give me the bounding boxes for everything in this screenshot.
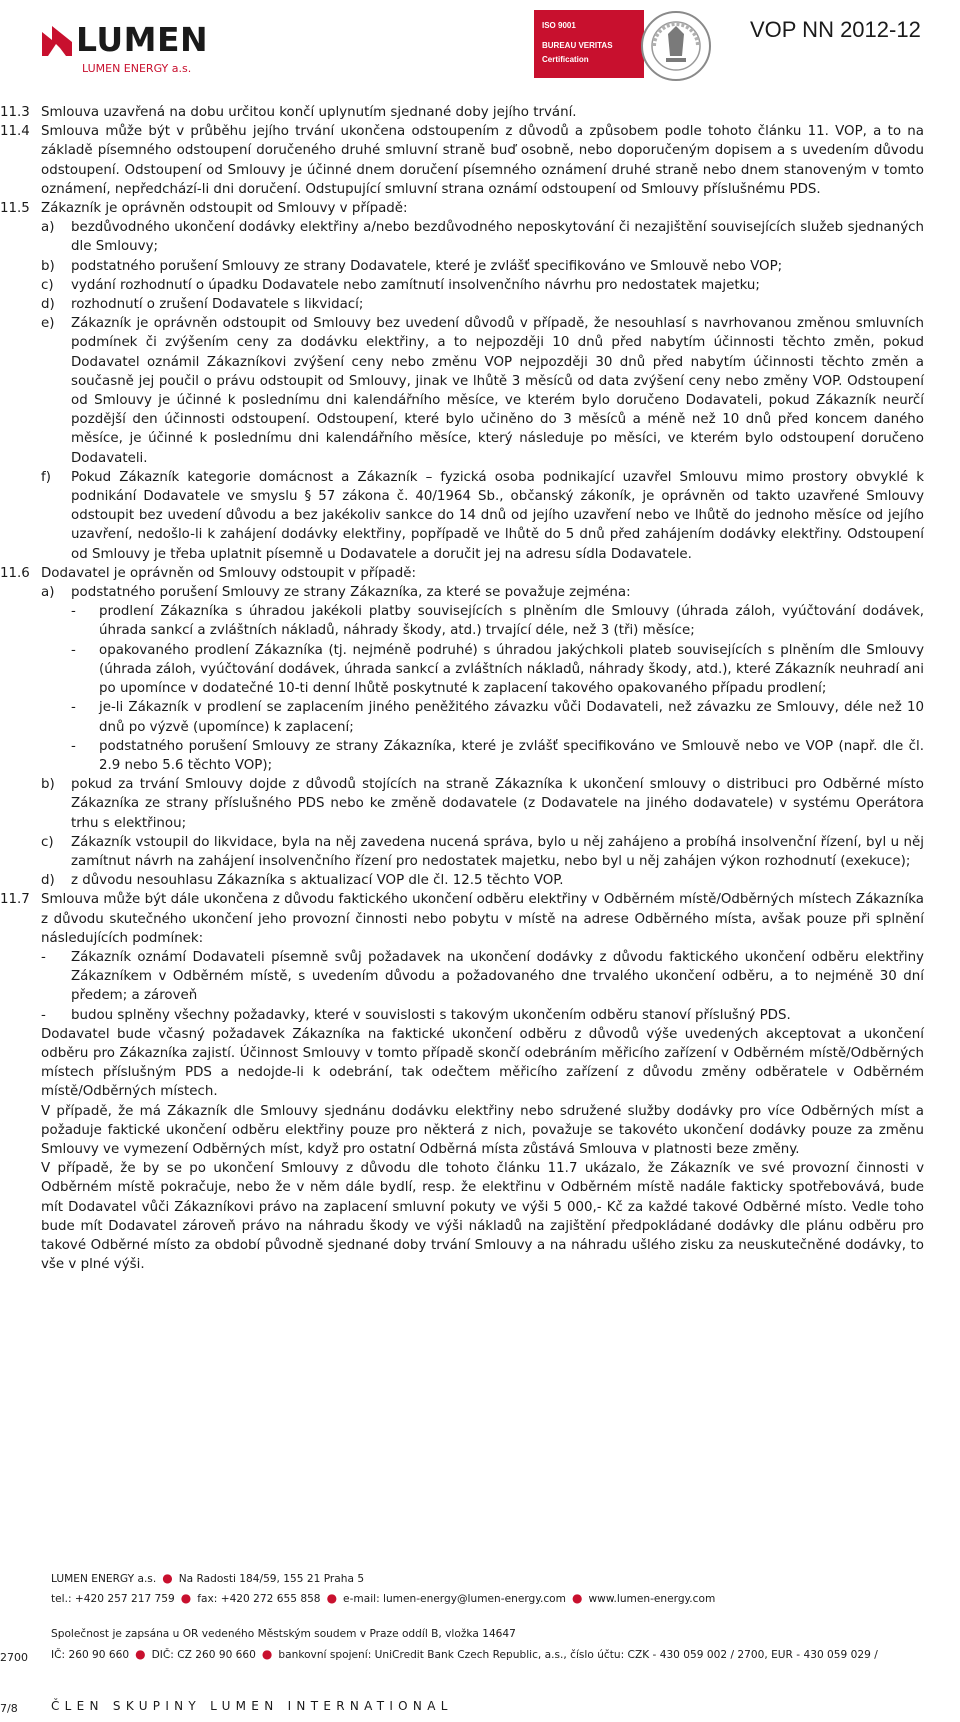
clause-paragraph — [0, 641, 924, 699]
bureau-veritas-seal-icon — [640, 6, 712, 86]
clause-paragraph — [0, 564, 924, 583]
terms-body — [0, 103, 924, 1274]
clause-text: Zákazník je oprávněn odstoupit od Smlouvy bez uvedení důvodů v případě, že nesouhlasí s navrhovanou změnou smluvních podmínek či zvýšením ceny za dodávku elektřiny, a to nejpozději 10 dnů před nabytím účinnosti těchto změn, pokud Dodavatel oznámil Zákazníkovi zvýšení ceny nebo změnu VOP nejpozději 30 dnů před nabytím účinnosti těchto změn a současně jej poučil o právu odstoupit od Smlouvy, jinak ve lhůtě 3 měsíců od data zvýšení ceny nebo změny VOP. Odstoupení od Smlouvy je účinné k poslednímu dni kalendářního měsíce, ve kterém bylo doručeno Dodavateli, pokud Zákazník neurčí pozdější den účinnosti odstoupení. Odstoupení, které bylo učiněno do 3 měsíců a méně než 10 dnů před koncem daného měsíce, je účinné k poslednímu dni kalendářního měsíce, který následuje po měsíci, ve kterém bylo odstoupení doručeno Dodavateli. — [71, 316, 924, 466]
clause-marker: - — [41, 949, 46, 965]
footer-registry: Společnost je zapsána u OR vedeného Městským soudem v Praze oddíl B, vložka 14647 — [51, 1628, 516, 1640]
page-header — [0, 0, 960, 100]
clause-text: podstatného porušení Smlouvy ze strany Dodavatele, které je zvlášť specifikováno ve Smlouvě nebo VOP; — [71, 258, 783, 274]
footer-bank-line — [51, 1646, 878, 1663]
bullet-icon: ● — [135, 1647, 146, 1661]
lumen-logo-mark-icon — [42, 26, 72, 56]
clause-text: je-li Zákazník v prodlení se zaplacením jiného peněžitého závazku vůči Dodavateli, než závazku ze Smlouvy, déle než 10 dnů po výzvě (upomínce) k zaplacení; — [99, 700, 924, 735]
certification-badge — [528, 2, 710, 88]
group-membership: ČLEN SKUPINY LUMEN INTERNATIONAL — [51, 1699, 453, 1713]
lumen-logo — [42, 22, 242, 74]
clause-text: Smlouva může být dále ukončena z důvodu faktického ukončení odběru elektřiny v Odběrném místě/Odběrných místech Zákazníka z důvodu skutečného ukončení jeho provozní činnosti nebo pobytu v místě na adrese Odběrného místa, avšak pouze při splnění následujících podmínek: — [41, 892, 924, 946]
clause-text: vydání rozhodnutí o úpadku Dodavatele nebo zamítnutí insolvenčního návrhu pro nedostatek majetku; — [71, 277, 760, 293]
clause-marker: c) — [41, 277, 54, 293]
logo-wordmark: LUMEN — [76, 20, 209, 59]
clause-text: Zákazník vstoupil do likvidace, byla na něj zavedena nucená správa, bylo u něj zahájeno a probíhá insolvenční řízení, byl u něj zamítnut návrh na zahájení insolvenčního řízení pro nedostatek majetku, nebo byl u něj zahájen výkon rozhodnutí (exekuce); — [71, 834, 924, 869]
clause-marker: c) — [41, 834, 54, 850]
clause-paragraph — [0, 276, 924, 295]
clause-marker: 11.6 — [0, 565, 30, 581]
clause-text: Zákazník oznámí Dodavateli písemně svůj požadavek na ukončení dodávky z důvodu faktického ukončení odběru elektřiny Zákazníkem v Odběrném místě, s uvedením důvodu a požadovaného dne trvalého ukončení odběru, a to nejméně 30 dní předem; a zároveň — [71, 949, 924, 1004]
logo-subtitle: LUMEN ENERGY a.s. — [82, 62, 192, 75]
iso-certification-box — [534, 10, 644, 78]
footer-fax: fax: +420 272 655 858 — [197, 1593, 321, 1605]
clause-paragraph — [0, 1159, 924, 1274]
clause-paragraph — [0, 314, 924, 468]
clause-paragraph — [0, 1102, 924, 1160]
footer-company: LUMEN ENERGY a.s. — [51, 1573, 157, 1585]
footer-web[interactable]: www.lumen-energy.com — [588, 1593, 716, 1605]
clause-paragraph — [0, 583, 924, 602]
clause-text: Smlouva uzavřená na dobu určitou končí uplynutím sjednané doby jejího trvání. — [41, 105, 577, 120]
clause-marker: 11.5 — [0, 201, 30, 217]
footer-ico: IČ: 260 90 660 — [51, 1649, 130, 1661]
clause-text: Dodavatel je oprávněn od Smlouvy odstoupit v případě: — [41, 565, 417, 581]
clause-paragraph — [0, 199, 924, 218]
clause-text: Dodavatel bude včasný požadavek Zákazníka na faktické ukončení odběru z důvodů výše uvedených akceptovat a ukončení odběru pro Zákazníka zajistí. Účinnost Smlouvy v tomto případě skončí odebráním měřicího zařízení v Odběrném místě/Odběrných místech příslušným PDS a nedojde-li k odebrání, tak odečtem měřicího zařízení z důvodu změny odběratele v Odběrném místě/Odběrných místech. — [41, 1026, 924, 1100]
clause-paragraph — [0, 833, 924, 871]
clause-paragraph — [0, 890, 924, 948]
footer-contact-line — [51, 1590, 715, 1607]
clause-marker: b) — [41, 777, 55, 793]
clause-paragraph — [0, 218, 924, 256]
footer-email[interactable]: e-mail: lumen-energy@lumen-energy.com — [343, 1593, 566, 1605]
page-number: 7/8 — [0, 1702, 18, 1715]
footer-company-line — [51, 1570, 364, 1587]
clause-text: podstatného porušení Smlouvy ze strany Zákazníka, za které se považuje zejména: — [71, 585, 631, 601]
clause-text: V případě, že má Zákazník dle Smlouvy sjednánu dodávku elektřiny nebo sdružené služby dodávky pro více Odběrných míst a požaduje faktické ukončení odběru elektřiny pouze pro některá z nich, považuje se takovéto ukončení dodávky pouze za změnu Smlouvy ve vymezení Odběrných míst, když pro ostatní Odběrná místa zůstává Smlouva v platnosti beze změny. — [41, 1103, 924, 1157]
clause-marker: a) — [41, 220, 55, 236]
clause-marker: 11.3 — [0, 105, 30, 120]
clause-text: z důvodu nesouhlasu Zákazníka s aktualizací VOP dle čl. 12.5 těchto VOP. — [71, 873, 564, 889]
clause-marker: - — [41, 1007, 46, 1023]
clause-paragraph — [0, 257, 924, 276]
clause-paragraph — [0, 871, 924, 890]
clause-paragraph — [0, 698, 924, 736]
clause-text: pokud za trvání Smlouvy dojde z důvodů stojících na straně Zákazníka k ukončení smlouvy o distribuci pro Odběrné místo Zákazníka ze strany příslušného PDS nebo ke změně dodavatele (z Dodavatele na jiného dodavatele) v systému Operátora trhu s elektřinou; — [71, 777, 924, 831]
bullet-icon: ● — [180, 1591, 192, 1605]
clause-paragraph — [0, 122, 924, 199]
clause-paragraph — [0, 103, 924, 122]
bullet-icon: ● — [326, 1591, 338, 1605]
clause-marker: b) — [41, 258, 55, 274]
document-code: VOP NN 2012-12 — [750, 17, 921, 42]
clause-marker: d) — [41, 297, 55, 313]
clause-paragraph — [0, 602, 924, 640]
clause-paragraph — [0, 737, 924, 775]
clause-marker: - — [71, 738, 76, 754]
clause-marker: e) — [41, 316, 55, 332]
bullet-icon: ● — [162, 1571, 173, 1585]
clause-marker: - — [71, 642, 76, 658]
clause-marker: a) — [41, 585, 55, 601]
clause-marker: f) — [41, 469, 51, 485]
clause-paragraph — [0, 468, 924, 564]
cert-line-1: ISO 9001 — [542, 21, 576, 30]
clause-text: Pokud Zákazník kategorie domácnost a Zákazník – fyzická osoba podnikající uzavřel Smlouvu mimo prostory obvyklé k podnikání Dodavatele ve smyslu § 57 zákona č. 40/1964 Sb., občanský zákoník, je oprávněn od takto uzavřené Smlouvy odstoupit bez uvedení důvodu a bez jakékoliv sankce do 14 dnů od jejího uzavření nebo ve lhůtě do jednoho měsíce od jejího uzavření, nedošlo-li k zahájení dodávky elektřiny, popřípadě ve lhůtě do 5 dnů před zahájením dodávky elektřiny. Odstoupení od Smlouvy je třeba uplatnit písemně u Dodavatele a doručit jej na adresu sídla Dodavatele. — [71, 469, 924, 562]
footer-bank: bankovní spojení: UniCredit Bank Czech Republic, a.s., číslo účtu: CZK - 430 059 002 / 2700, EUR - 430 059 029 / — [278, 1649, 878, 1661]
footer-address: Na Radosti 184/59, 155 21 Praha 5 — [178, 1573, 365, 1585]
bullet-icon: ● — [572, 1591, 583, 1605]
clause-text: podstatného porušení Smlouvy ze strany Zákazníka, které je zvlášť specifikováno ve Smlouvě nebo ve VOP (např. dle čl. 2.9 nebo 5.6 těchto VOP); — [99, 738, 924, 773]
clause-text: Zákazník je oprávněn odstoupit od Smlouvy v případě: — [41, 201, 408, 217]
clause-text: opakovaného prodlení Zákazníka (tj. nejméně podruhé) s úhradou jakýchkoli plateb souvisejících s plněním dle Smlouvy (úhrada záloh, vyúčtování dodávek, úhrada sankcí a zvláštních nákladů, náhrady škody, atd.), které Zákazník neuhradí ani po upomínce v dodatečné 10-ti denní lhůtě poskytnuté k zaplacení takového opakovaného případu prodlení; — [99, 642, 924, 697]
clause-paragraph — [0, 1006, 924, 1025]
clause-text: prodlení Zákazníka s úhradou jakékoli platby souvisejících s plněním dle Smlouvy (úhrada záloh, vyúčtování dodávek, úhrada sankcí a zvláštních nákladů, náhrady škody, atd.) trvající déle, než 3 (tři) měsíce; — [99, 604, 924, 639]
footer-dic: DIČ: CZ 260 90 660 — [151, 1649, 256, 1661]
clause-marker: 11.7 — [0, 892, 30, 908]
clause-text: Smlouva může být v průběhu jejího trvání ukončena odstoupením z důvodů a způsobem podle tohoto článku 11. VOP, a to na základě písemného odstoupení doručeného druhé smluvní straně buď osobně, nebo doporučeným dopisem a s uvedením důvodu odstoupení. Odstoupení od Smlouvy je účinné dnem doručení písemného oznámení druhé straně nebo dnem stanoveným v tomto oznámení, nepředchází-li dni doručení. Odstupující smluvní strana oznámí odstoupení od Smlouvy příslušnému PDS. — [41, 124, 924, 197]
clause-text: rozhodnutí o zrušení Dodavatele s likvidací; — [71, 297, 364, 313]
clause-text: V případě, že by se po ukončení Smlouvy z důvodu dle tohoto článku 11.7 ukázalo, že Zákazník ve své provozní činnosti v Odběrném místě pokračuje, nebo že v něm dále bydlí, resp. že elektřinu v Odběrném místě nadále fakticky spotřebovává, bude mít Dodavatel vůči Zákazníkovi právo na zaplacení smluvní pokuty ve výši 5 000,- Kč za každé takové Odběrné místo. Vedle toho bude mít Dodavatel zároveň právo na náhradu škody ve výši nákladů na zajištění předpokládané dodávky dle plánu odběru pro takové Odběrné místo za období původně sjednané doby trvání Smlouvy a na náhradu ušlého zisku za neuskutečněné dodávky, to vše v plné výši. — [41, 1161, 924, 1273]
clause-text: budou splněny všechny požadavky, které v souvislosti s takovým ukončením odběru stanoví příslušný PDS. — [71, 1007, 791, 1023]
clause-marker: - — [71, 700, 76, 716]
bullet-icon: ● — [261, 1647, 273, 1661]
clause-marker: 11.4 — [0, 124, 30, 140]
side-account-code: 2700 — [0, 1651, 28, 1664]
clause-marker: d) — [41, 873, 55, 889]
cert-line-2: BUREAU VERITAS — [542, 41, 613, 50]
cert-line-3: Certification — [542, 55, 589, 64]
footer-phone: tel.: +420 257 217 759 — [51, 1593, 175, 1605]
clause-paragraph — [0, 948, 924, 1006]
clause-paragraph — [0, 295, 924, 314]
clause-marker: - — [71, 604, 76, 620]
clause-text: bezdůvodného ukončení dodávky elektřiny a/nebo bezdůvodného neposkytování či nezajištění souvisejících služeb sjednaných dle Smlouvy; — [71, 220, 924, 255]
clause-paragraph — [0, 1025, 924, 1102]
clause-paragraph — [0, 775, 924, 833]
